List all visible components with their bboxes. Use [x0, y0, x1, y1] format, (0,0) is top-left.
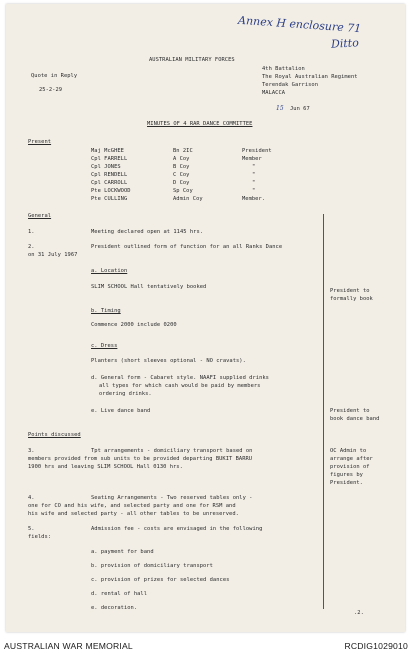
- unit-line-4: MALACCA: [262, 90, 286, 96]
- present-unit: Bn 2IC: [173, 148, 193, 154]
- handwritten-annotation: Annex H enclosure 71: [237, 13, 362, 36]
- quote-label: Quote in Reply: [31, 73, 78, 79]
- sub-e-text: e. Live dance band: [91, 408, 151, 414]
- archive-footer: [0, 637, 413, 654]
- org-heading: AUSTRALIAN MILITARY FORCES: [149, 57, 235, 63]
- item-1-text: Meeting declared open at 1145 hrs.: [91, 229, 204, 235]
- fee-item: e. decoration.: [91, 605, 138, 611]
- present-label: Present: [28, 139, 52, 145]
- page-number: .2.: [354, 610, 364, 616]
- present-role: ": [252, 180, 256, 186]
- present-role: President: [242, 148, 272, 154]
- present-name: Cpl JONES: [91, 164, 121, 170]
- sub-d-text: d. General form - Cabaret style. NAAFI supplied drinks: [91, 375, 269, 381]
- point-5-number: 5.: [28, 526, 35, 532]
- present-name: Pte LOCKWOOD: [91, 188, 131, 194]
- action-note: formally book: [330, 296, 373, 302]
- point-4-number: 4.: [28, 495, 35, 501]
- unit-line-1: 4th Battalion: [262, 66, 305, 72]
- point-3-text: members provided from sub units to be provided departing BUKIT BARRU: [28, 456, 253, 462]
- unit-line-2: The Royal Australian Regiment: [262, 74, 358, 80]
- present-unit: B Coy: [173, 164, 190, 170]
- footer-archive-name: AUSTRALIAN WAR MEMORIAL: [4, 641, 133, 651]
- point-4-text: Seating Arrangements - Two reserved tables only -: [91, 495, 253, 501]
- action-note: figures by: [330, 472, 363, 478]
- point-3-text: 1900 hrs and leaving SLIM SCHOOL Hall 0130 hrs.: [28, 464, 183, 470]
- present-name: Maj McGHEE: [91, 148, 124, 154]
- action-note: President to: [330, 408, 370, 414]
- present-name: Cpl FARRELL: [91, 156, 128, 162]
- point-5-text: Admission fee - costs are envisaged in the following: [91, 526, 263, 532]
- item-1-number: 1.: [28, 229, 35, 235]
- present-name: Cpl RENDELL: [91, 172, 128, 178]
- action-column-rule: [323, 214, 324, 609]
- present-unit: Sp Coy: [173, 188, 193, 194]
- item-2-number: 2.: [28, 244, 35, 250]
- present-unit: C Coy: [173, 172, 190, 178]
- present-unit: A Coy: [173, 156, 190, 162]
- action-note: provision of: [330, 464, 370, 470]
- fee-item: d. rental of hall: [91, 591, 148, 597]
- sub-d-text: ordering drinks.: [99, 391, 152, 397]
- sub-a-label: a. Location: [91, 268, 128, 274]
- sub-b-label: b. Timing: [91, 308, 121, 314]
- quote-ref: 25-2-29: [39, 87, 63, 93]
- sub-c-label: c. Dress: [91, 343, 118, 349]
- point-5-text: fields:: [28, 534, 52, 540]
- point-4-text: one for CO and his wife, and selected party and one for RSM and: [28, 503, 236, 509]
- present-unit: D Coy: [173, 180, 190, 186]
- present-unit: Admin Coy: [173, 196, 203, 202]
- present-role: ": [252, 188, 256, 194]
- document-page: [6, 4, 405, 632]
- item-2-text: President outlined form of function for an all Ranks Dance: [91, 244, 283, 250]
- date-handwritten: 15: [276, 105, 284, 112]
- present-role: ": [252, 164, 256, 170]
- sub-a-text: SLIM SCHOOL Hall tentatively booked: [91, 284, 207, 290]
- fee-item: c. provision of prizes for selected dances: [91, 577, 230, 583]
- sub-d-text: all types for which cash would be paid by members: [99, 383, 261, 389]
- footer-record-id: RCDIG1029010: [344, 641, 408, 651]
- action-note: book dance band: [330, 416, 380, 422]
- general-label: General: [28, 213, 52, 219]
- points-label: Points discussed: [28, 432, 81, 438]
- action-note: arrange after: [330, 456, 373, 462]
- document-date: Jun 67: [290, 106, 310, 112]
- fee-item: b. provision of domiciliary transport: [91, 563, 213, 569]
- point-3-text: Tpt arrangements - domiciliary transport based on: [91, 448, 253, 454]
- action-note: OC Admin to: [330, 448, 367, 454]
- action-note: President.: [330, 480, 363, 486]
- point-3-number: 3.: [28, 448, 35, 454]
- present-name: Cpl CARROLL: [91, 180, 128, 186]
- unit-line-3: Terendak Garrison: [262, 82, 319, 88]
- sub-b-text: Commence 2000 include 0200: [91, 322, 177, 328]
- present-role: Member: [242, 156, 262, 162]
- present-name: Pte CULLING: [91, 196, 128, 202]
- present-role: Member.: [242, 196, 266, 202]
- item-2-text: on 31 July 1967: [28, 252, 78, 258]
- sub-c-text: Planters (short sleeves optional - NO cravats).: [91, 358, 246, 364]
- handwritten-annotation-2: Ditto: [330, 36, 360, 51]
- document-title: MINUTES OF 4 RAR DANCE COMMITTEE: [147, 121, 253, 127]
- action-note: President to: [330, 288, 370, 294]
- point-4-text: his wife and selected party - all other tables to be unreserved.: [28, 511, 239, 517]
- present-role: ": [252, 172, 256, 178]
- fee-item: a. payment for band: [91, 549, 154, 555]
